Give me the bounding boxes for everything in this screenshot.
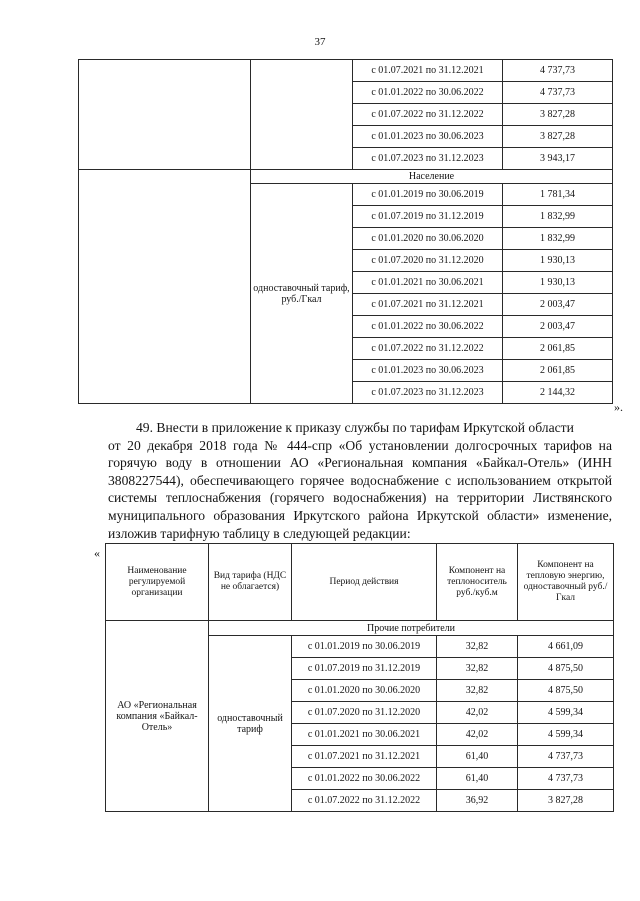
tariff-type-cell: одноставочный тариф, руб./Гкал [251, 184, 353, 404]
paragraph-49 [108, 419, 612, 542]
carrier-cell: 36,92 [437, 790, 518, 812]
header-org: Наименование регулируемой организации [106, 544, 209, 621]
value-cell: 2 003,47 [503, 294, 613, 316]
org-name-cell [79, 60, 251, 170]
tariff-table-new [105, 543, 614, 812]
carrier-cell: 32,82 [437, 658, 518, 680]
section-label: Прочие потребители [209, 621, 614, 636]
header-heat-energy: Компонент на тепловую энергию, одноставочный руб./Гкал [518, 544, 614, 621]
period-cell: с 01.07.2020 по 31.12.2020 [292, 702, 437, 724]
value-cell: 1 781,34 [503, 184, 613, 206]
period-cell: с 01.01.2021 по 30.06.2021 [353, 272, 503, 294]
period-cell: с 01.01.2019 по 30.06.2019 [292, 636, 437, 658]
period-cell: с 01.01.2023 по 30.06.2023 [353, 126, 503, 148]
period-cell: с 01.07.2019 по 31.12.2019 [353, 206, 503, 228]
header-heat-carrier: Компонент на теплоноситель руб./куб.м [437, 544, 518, 621]
value-cell: 1 930,13 [503, 250, 613, 272]
period-cell: с 01.07.2023 по 31.12.2023 [353, 148, 503, 170]
carrier-cell: 61,40 [437, 746, 518, 768]
energy-cell: 4 599,34 [518, 724, 614, 746]
period-cell: с 01.07.2021 по 31.12.2021 [353, 294, 503, 316]
tariff-table-continued [78, 59, 613, 404]
value-cell: 2 061,85 [503, 338, 613, 360]
period-cell: с 01.07.2023 по 31.12.2023 [353, 382, 503, 404]
value-cell: 4 737,73 [503, 60, 613, 82]
period-cell: с 01.07.2022 по 31.12.2022 [353, 338, 503, 360]
value-cell: 3 827,28 [503, 104, 613, 126]
period-cell: с 01.01.2020 по 30.06.2020 [292, 680, 437, 702]
period-cell: с 01.07.2021 по 31.12.2021 [292, 746, 437, 768]
carrier-cell: 42,02 [437, 724, 518, 746]
energy-cell: 4 875,50 [518, 658, 614, 680]
period-cell: с 01.01.2022 по 30.06.2022 [353, 316, 503, 338]
value-cell: 4 737,73 [503, 82, 613, 104]
energy-cell: 4 875,50 [518, 680, 614, 702]
header-period: Период действия [292, 544, 437, 621]
carrier-cell: 61,40 [437, 768, 518, 790]
org-name-cell [79, 170, 251, 404]
value-cell: 2 003,47 [503, 316, 613, 338]
paragraph-first-line: 49. Внести в приложение к приказу службы по тарифам Иркутской области [136, 420, 574, 435]
energy-cell: 4 737,73 [518, 746, 614, 768]
value-cell: 2 061,85 [503, 360, 613, 382]
period-cell: с 01.01.2022 по 30.06.2022 [353, 82, 503, 104]
value-cell: 1 832,99 [503, 206, 613, 228]
energy-cell: 4 737,73 [518, 768, 614, 790]
energy-cell: 4 599,34 [518, 702, 614, 724]
page-number: 37 [314, 36, 326, 48]
period-cell: с 01.01.2021 по 30.06.2021 [292, 724, 437, 746]
value-cell: 3 827,28 [503, 126, 613, 148]
carrier-cell: 42,02 [437, 702, 518, 724]
section-label: Население [251, 170, 613, 184]
carrier-cell: 32,82 [437, 680, 518, 702]
period-cell: с 01.07.2019 по 31.12.2019 [292, 658, 437, 680]
period-cell: с 01.07.2022 по 31.12.2022 [353, 104, 503, 126]
period-cell: с 01.07.2021 по 31.12.2021 [353, 60, 503, 82]
value-cell: 1 832,99 [503, 228, 613, 250]
opening-quote: « [94, 546, 100, 560]
org-name-cell: АО «Региональная компания «Байкал-Отель» [106, 621, 209, 812]
energy-cell: 4 661,09 [518, 636, 614, 658]
tariff-type-cell: одноставочный тариф [209, 636, 292, 812]
period-cell: с 01.01.2020 по 30.06.2020 [353, 228, 503, 250]
value-cell: 2 144,32 [503, 382, 613, 404]
value-cell: 3 943,17 [503, 148, 613, 170]
period-cell: с 01.01.2022 по 30.06.2022 [292, 768, 437, 790]
header-tariff: Вид тарифа (НДС не облагается) [209, 544, 292, 621]
closing-quote: ». [614, 400, 623, 414]
period-cell: с 01.01.2019 по 30.06.2019 [353, 184, 503, 206]
period-cell: с 01.01.2023 по 30.06.2023 [353, 360, 503, 382]
tariff-type-cell [251, 60, 353, 170]
carrier-cell: 32,82 [437, 636, 518, 658]
value-cell: 1 930,13 [503, 272, 613, 294]
period-cell: с 01.07.2022 по 31.12.2022 [292, 790, 437, 812]
paragraph-body: от 20 декабря 2018 года № 444-спр «Об установлении долгосрочных тарифов на горячую воду в отношении АО «Региональная компания «Байкал-Отель» (ИНН 3808227544), обеспечивающего горячее водоснабжение с использованием открытой системы теплоснабжения (горячего водоснабжения) на территории Листвянского муниципального образования Иркутского района Иркутской области» изменение, изложив тарифную таблицу в следующей редакции: [108, 437, 612, 541]
period-cell: с 01.07.2020 по 31.12.2020 [353, 250, 503, 272]
energy-cell: 3 827,28 [518, 790, 614, 812]
